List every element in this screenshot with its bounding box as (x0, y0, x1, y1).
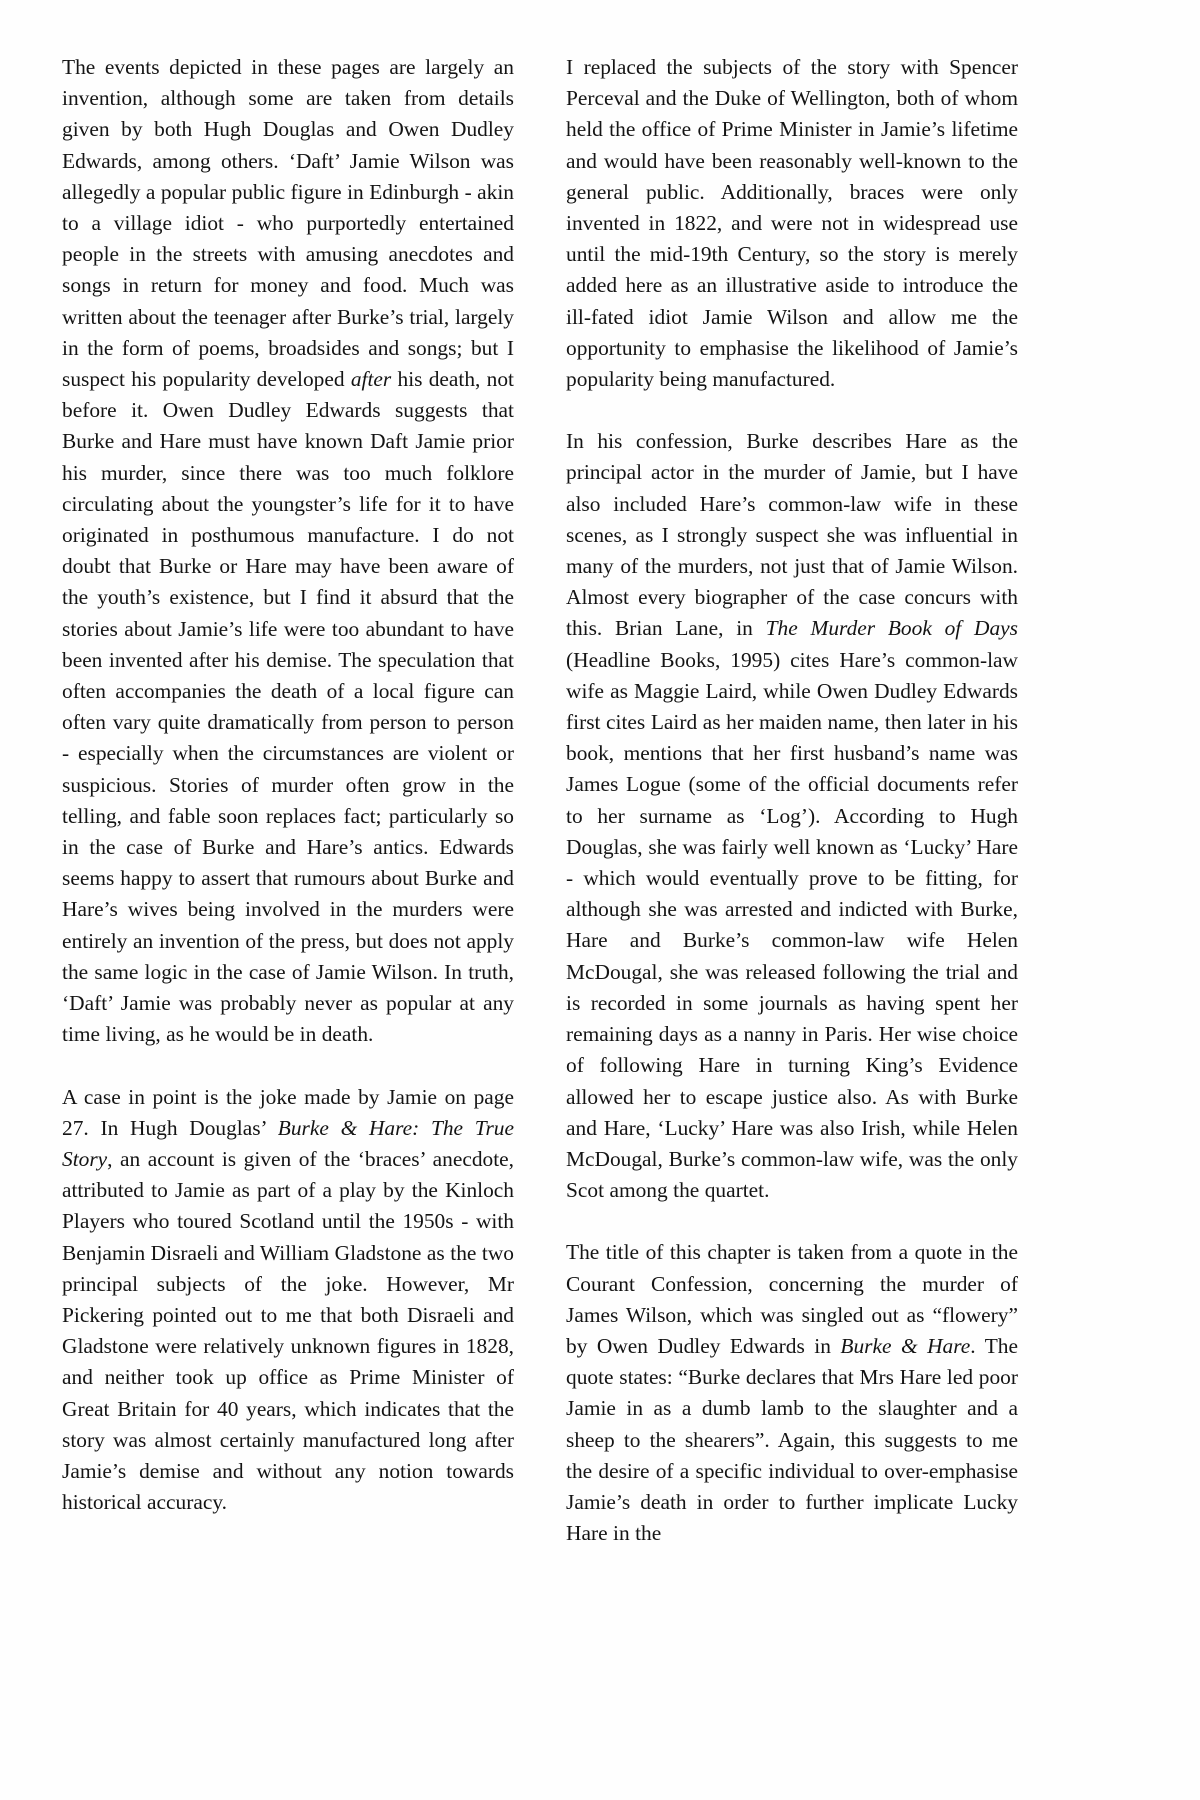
italic-title: Burke & Hare (840, 1333, 971, 1358)
italic-title: after (350, 367, 392, 392)
right-column (566, 52, 1018, 1760)
paragraph: I replaced the subjects of the story with Spencer Perceval and the Duke of Wellington, both of whom held the office of Prime Minister in Jamie’s lifetime and would have been reasonably well-known to the general public. Additionally, braces were only invented in 1822, and were not in widespread use until the mid-19th Century, so the story is merely added here as an illustrative aside to introduce the ill-fated idiot Jamie Wilson and allow me the opportunity to emphasise the likelihood of Jamie’s popularity being manufactured. (566, 55, 1018, 392)
italic-title: Burke & Hare: The True Story (62, 1115, 514, 1171)
paragraph: The events depicted in these pages are largely an invention, although some are taken from details given by both Hugh Douglas and Owen Dudley Edwards, among others. ‘Daft’ Jamie Wilson was allegedly a popular public figure in Edinburgh - akin to a village idiot - who purportedly entertained people in the streets with amusing anecdotes and songs in return for money and food. Much was written about the teenager after Burke’s trial, largely in the form of poems, broadsides and songs; but I suspect his popularity developed after his death, not before it. Owen Dudley Edwards suggests that Burke and Hare must have known Daft Jamie prior his murder, since there was too much folklore circulating about the youngster’s life for it to have originated in posthumous manufacture. I do not doubt that Burke or Hare may have been aware of the youth’s existence, but I find it absurd that the stories about Jamie’s life were too abundant to have been invented after his demise. The speculation that often accompanies the death of a local figure can often vary quite dramatically from person to person - especially when the circumstances are violent or suspicious. Stories of murder often grow in the telling, and fable soon replaces fact; particularly so in the case of Burke and Hare’s antics. Edwards seems happy to assert that rumours about Burke and Hare’s wives being involved in the murders were entirely an invention of the press, but does not apply the same logic in the case of Jamie Wilson. In truth, ‘Daft’ Jamie was probably never as popular at any time living, as he would be in death. (62, 55, 514, 1047)
paragraph: A case in point is the joke made by Jamie on page 27. In Hugh Douglas’ Burke & Hare: The True Story, an account is given of the ‘braces’ anecdote, attributed to Jamie as part of a play by the Kinloch Players who toured Scotland until the 1950s - with Benjamin Disraeli and William Gladstone as the two principal subjects of the joke. However, Mr Pickering pointed out to me that both Disraeli and Gladstone were relatively unknown figures in 1828, and neither took up office as Prime Minister of Great Britain for 40 years, which indicates that the story was almost certainly manufactured long after Jamie’s demise and without any notion towards historical accuracy. (62, 1084, 514, 1515)
italic-title: The Murder Book of Days (765, 616, 1018, 641)
two-column-layout (62, 52, 1138, 1760)
paragraph: The title of this chapter is taken from a quote in the Courant Confession, concerning the murder of James Wilson, which was singled out as “flowery” by Owen Dudley Edwards in Burke & Hare. The quote states: “Burke declares that Mrs Hare led poor Jamie in as a dumb lamb to the slaughter and a sheep to the shearers”. Again, this suggests to me the desire of a specific individual to over-emphasise Jamie’s death in order to further implicate Lucky Hare in the (566, 1240, 1018, 1546)
left-column (62, 52, 514, 1760)
paragraph: In his confession, Burke describes Hare as the principal actor in the murder of Jamie, but I have also included Hare’s common-law wife in these scenes, as I strongly suspect she was influential in many of the murders, not just that of Jamie Wilson. Almost every biographer of the case concurs with this. Brian Lane, in The Murder Book of Days (Headline Books, 1995) cites Hare’s common-law wife as Maggie Laird, while Owen Dudley Edwards first cites Laird as her maiden name, then later in his book, mentions that her first husband’s name was James Logue (some of the official documents refer to her surname as ‘Log’). According to Hugh Douglas, she was fairly well known as ‘Lucky’ Hare - which would eventually prove to be fitting, for although she was arrested and indicted with Burke, Hare and Burke’s common-law wife Helen McDougal, she was released following the trial and is recorded in some journals as having spent her remaining days as a nanny in Paris. Her wise choice of following Hare in turning King’s Evidence allowed her to escape justice also. As with Burke and Hare, ‘Lucky’ Hare was also Irish, while Helen McDougal, Burke’s common-law wife, was the only Scot among the quartet. (566, 429, 1018, 1203)
